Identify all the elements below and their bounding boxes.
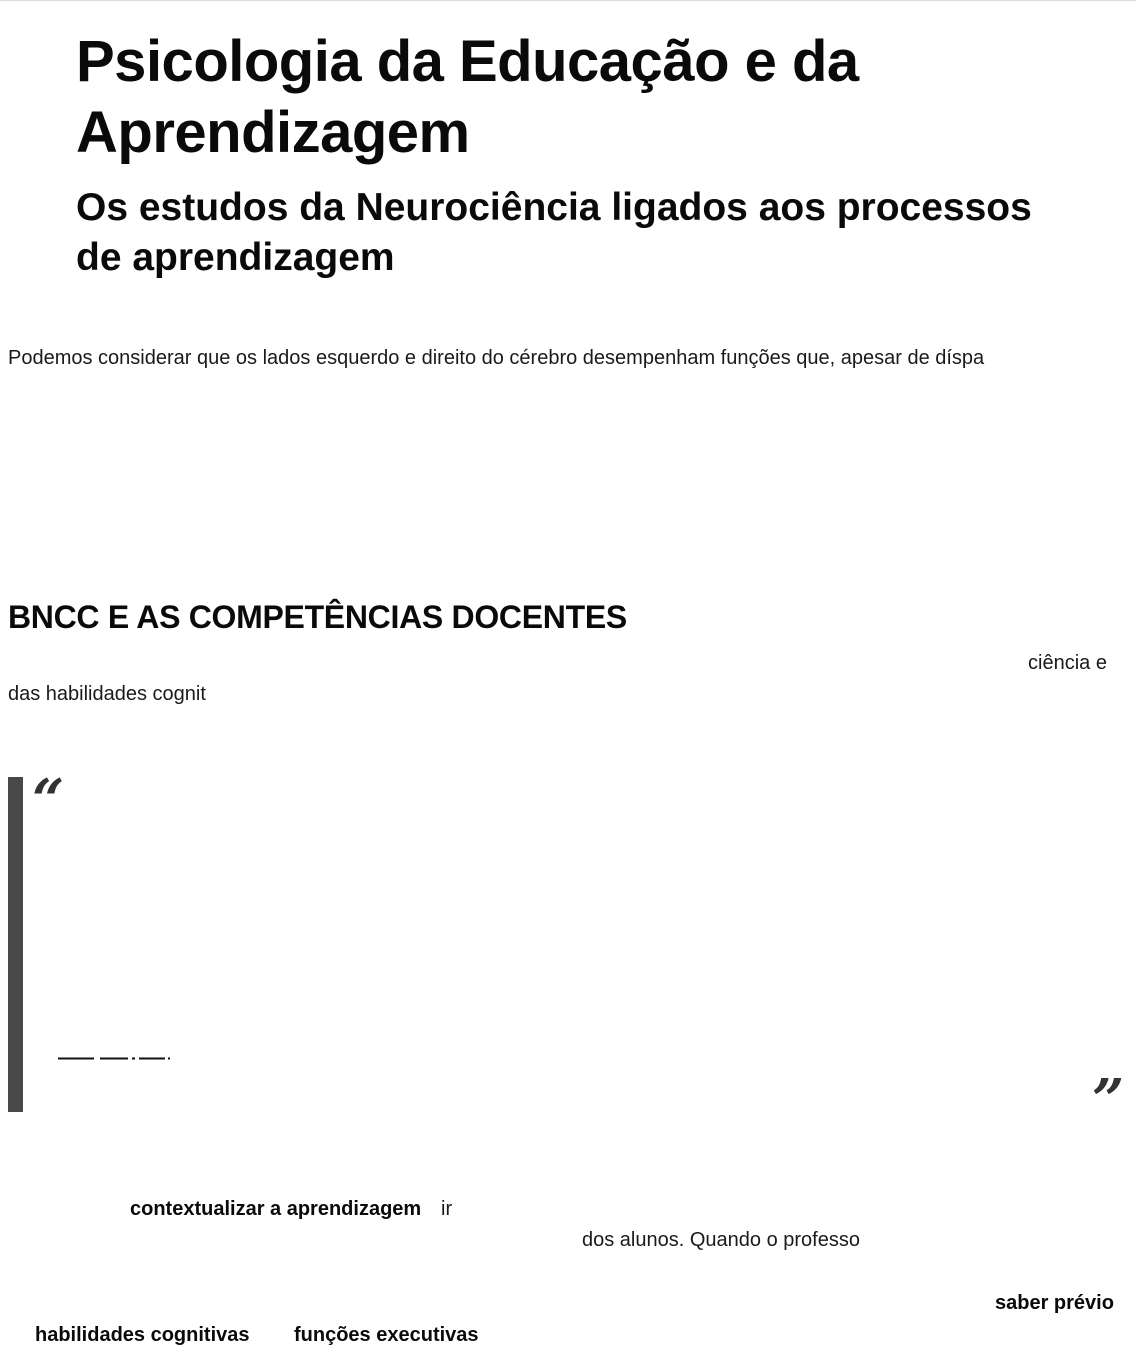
top-divider (0, 0, 1136, 1)
blockquote-bar (8, 777, 23, 1112)
page-subtitle: Os estudos da Neurociência ligados aos processos de aprendizagem (76, 186, 1032, 279)
text-fragment-habilidades: das habilidades cognit (8, 683, 206, 705)
text-fragment-dos-alunos: dos alunos. Quando o professo (582, 1229, 860, 1251)
text-fragment-ir: ir (441, 1198, 453, 1220)
text-fragment-habilidades-cognitivas: habilidades cognitivas (35, 1324, 250, 1346)
text-fragment-funcoes-executivas: funções executivas (294, 1324, 479, 1346)
page-title: Psicologia da Educação e da Aprendizagem (76, 29, 859, 165)
text-fragment-ciencia: ciência e (1028, 652, 1107, 674)
close-quote-icon: ” (1092, 1067, 1125, 1133)
quote-divider-dashes (58, 1057, 170, 1060)
open-quote-icon: “ (32, 767, 65, 833)
text-fragment-saber-previo: saber prévio (995, 1292, 1114, 1314)
section-heading-bncc: BNCC E AS COMPETÊNCIAS DOCENTES (8, 599, 627, 635)
intro-paragraph: Podemos considerar que os lados esquerdo e direito do cérebro desempenham funções que, apesar de díspa (8, 347, 985, 369)
text-fragment-contextualizar: contextualizar a aprendizagem (130, 1198, 422, 1220)
